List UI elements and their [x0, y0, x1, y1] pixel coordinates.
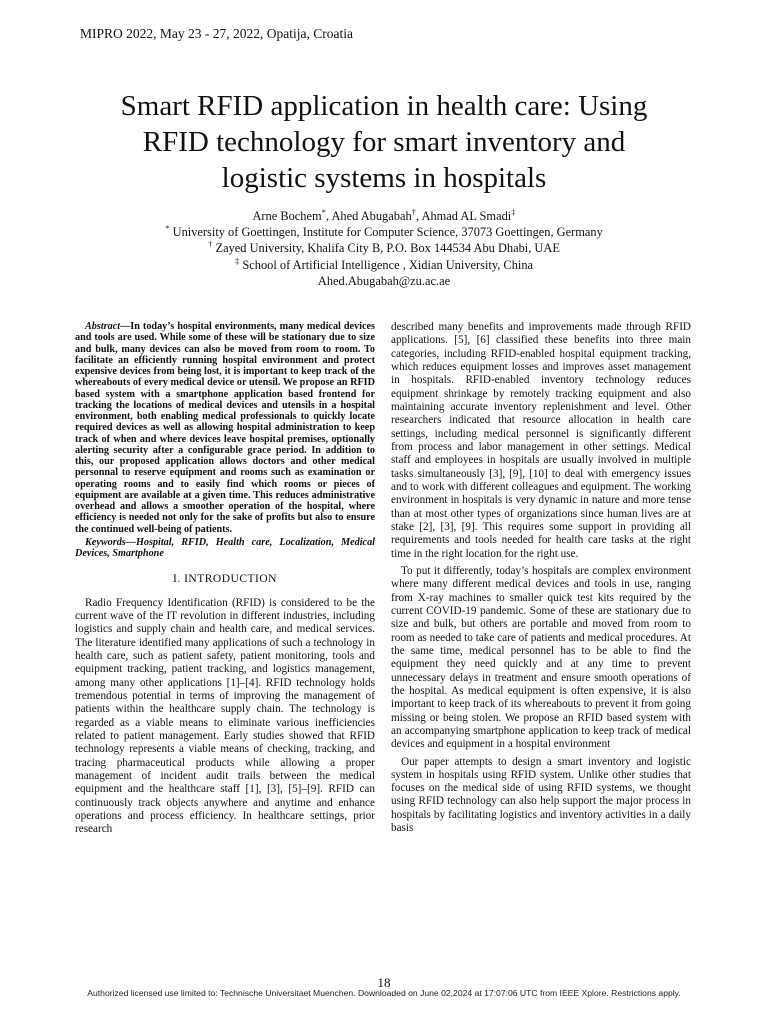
- page-number: 18: [377, 975, 391, 990]
- affiliation-3: [40, 257, 728, 273]
- title-line-2: RFID technology for smart inventory and: [142, 126, 626, 158]
- author-1-mark: *: [321, 206, 326, 217]
- section-heading-introduction: I. INTRODUCTION: [173, 573, 277, 586]
- title-line-1: Smart RFID application in health care: Using: [120, 90, 648, 122]
- abstract: [75, 321, 375, 535]
- license-footer: Authorized licensed use limited to: Technische Universitaet Muenchen. Downloaded on June 02,2024 at 17:07:06 UTC from IEEE Xplore. Restrictions apply.: [87, 988, 681, 998]
- affiliation-mark: *: [165, 223, 170, 234]
- author-3-mark: ‡: [511, 206, 516, 217]
- author-2-mark: †: [411, 206, 416, 217]
- author-2: Ahed Abugabah: [331, 209, 412, 223]
- author-separator: ,: [325, 209, 332, 223]
- author-names: [40, 208, 728, 224]
- affiliation-text: University of Goettingen, Institute for Computer Science, 37073 Goettingen, Germany: [169, 225, 603, 240]
- author-1: Arne Bochem: [252, 209, 322, 223]
- affiliation-mark: ‡: [234, 255, 240, 266]
- title-line-3: logistic systems in hospitals: [221, 162, 547, 194]
- author-3: Ahmad AL Smadi: [421, 209, 512, 223]
- keywords: Keywords—Hospital, RFID, Health care, Localization, Medical Devices, Smartphone: [75, 536, 375, 559]
- author-email: Ahed.Abugabah@zu.ac.ae: [317, 273, 451, 288]
- author-separator: ,: [415, 209, 422, 223]
- affiliation-1: [40, 224, 728, 240]
- affiliation-text: School of Artificial Intelligence , Xidian University, China: [239, 257, 534, 272]
- left-column: [75, 321, 375, 836]
- paragraph: Our paper attempts to design a smart inventory and logistic system in hospitals using RFID system. Unlike other studies that focuses on the medical side of using RFID systems, we thought using RFID technology can also help support the major process in hospitals by facilitating logistics and inventory activities in a daily basis: [391, 755, 691, 835]
- paper-title: [40, 88, 728, 196]
- paragraph: To put it differently, today’s hospitals are complex environment where many different medical devices and tools in use, ranging from X-ray machines to smaller quick test kits required by the current COVID-19 pandemic. Some of these are stationary due to size and bulk, but others are portable and moved from room to room as needed to take care of patients and medical procedures. At the same time, medical personnel has to be able to find the equipment they need quickly and at any time to prevent unnecessary delays in treatment and ensure smooth operations of the hospital. As medical equipment is often expensive, it is also important to keep track of its whereabouts to prevent it from going missing or being stolen. We propose an RFID based system with an accompanying smartphone application to keep track of medical devices and equipment in a hospital environment: [391, 564, 691, 751]
- affiliation-text: Zayed University, Khalifa City B, P.O. Box 144534 Abu Dhabi, UAE: [212, 241, 560, 256]
- right-column: [391, 321, 691, 835]
- affiliation-mark: †: [208, 239, 213, 250]
- affiliation-2: [40, 240, 728, 256]
- paragraph: Radio Frequency Identification (RFID) is considered to be the current wave of the IT revolution in different industries, including logistics and supply chain and health care, and medical services. The literature identified many applications of such a technology in health care, such as patient safety, patient monitoring, tools and equipment tracking, patient tracking, and logistics management, among many other applications [1]–[4]. RFID technology holds tremendous potential in terms of improving the management of patients within the healthcare supply chain. The technology is regarded as a viable means to eliminate various inefficiencies related to patient management. Early studies showed that RFID technology represents a viable means of checking, tracking, and tracing pharmaceutical products while allowing a proper management of incident audit trails between the medical equipment and the healthcare staff [1], [3], [5]–[9]. RFID can continuously track objects anywhere and anytime and enhance operations and process efficiency. In healthcare settings, prior research: [75, 596, 375, 836]
- abstract-text: —In today’s hospital environments, many medical devices and tools are used. While some of these will be stationary due to size and bulk, many devices can also be moved from room to room. To facilitate an efficiently running hospital environment and protect expensive devices from being lost, it is important to keep track of the whereabouts of every medical device or utensil. We propose an RFID based system with a smartphone application based frontend for tracking the locations of medical devices and utensils in a hospital environment, both enabling medical professionals to quickly locate required devices as well as allowing hospital administration to keep track of when and where devices leave hospital premises, optionally alerting security after a configurable grace period. In addition to this, our proposed application allows doctors and other medical personnal to reserve equipment and rooms such as examination or operating rooms and to easily find which rooms or pieces of equipment are available at a given time. This reduces administrative overhead and allows a smoother operation of the hospital, where efficiency is needed not only for the sake of profits but also to ensure the continued well-being of patients.: [75, 321, 375, 535]
- paragraph: described many benefits and improvements made through RFID applications. [5], [6] classified these benefits into three main categories, including RFID-enabled hospital equipment tracking, which reduces equipment losses and improves asset management in hospitals. RFID-enabled inventory technology reduces equipment shrinkage by remotely tracking equipment and also maintaining accurate inventory replenishment and level. Other researchers indicated that resource allocation in health care settings, including medical personnel is significantly different from process and labor management in other settings. Medical staff and employees in hospitals are usually involved in multiple tasks simultaneously [3], [9], [10] to deal with emergency issues and to work with different colleagues and equipment. The working environment in hospitals is very dynamic in nature and more tense than at most other types of organizations since human lives are at stake [2], [3], [9]. This requires some support in providing all requirements and tools needed for health care tasks at the right time in the right location for the right use.: [391, 321, 691, 560]
- author-block: [40, 208, 728, 289]
- abstract-lead: Abstract: [85, 321, 121, 332]
- conference-header: MIPRO 2022, May 23 - 27, 2022, Opatija, Croatia: [80, 26, 353, 41]
